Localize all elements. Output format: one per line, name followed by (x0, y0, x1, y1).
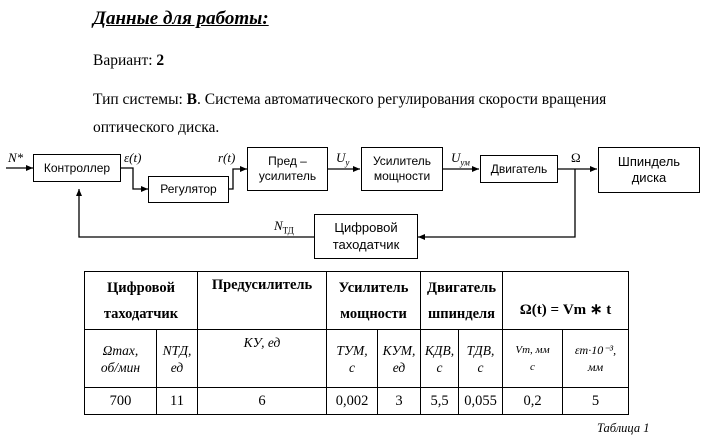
controller-block-label: Контроллер (43, 160, 111, 175)
regulator-block (148, 176, 229, 203)
variant-label: Вариант: (93, 52, 157, 69)
u-y-signal-label: $U_у$ (336, 150, 350, 168)
t-dv-value: 0,055 (459, 388, 503, 415)
system-type-description: . Система автоматического регулирования скорости вращения (197, 91, 607, 108)
t-dv-header: TДВ, с (459, 330, 503, 388)
t-um-value: 0,002 (327, 388, 378, 415)
preamp-group-header: Предусилитель (198, 272, 327, 330)
omega-max-header: Ωmax, об/мин (85, 330, 157, 388)
omega-max-value: 700 (85, 388, 157, 415)
n-td-value: 11 (157, 388, 198, 415)
tacho-group-header: Цифровой таходатчик (85, 272, 198, 330)
v-m-value: 0,2 (503, 388, 563, 415)
tacho-block-label-2: таходатчик (332, 236, 400, 252)
variant-value: 2 (156, 52, 165, 69)
power-amp-group-header: Усилитель мощности (327, 272, 421, 330)
power-amp-block (361, 147, 443, 191)
spindle-block-label-1: Шпиндель (617, 153, 681, 169)
k-dv-header: KДВ, с (421, 330, 459, 388)
system-type-line-2: оптического диска. (93, 119, 220, 136)
eps-m-value: 5 (563, 388, 629, 415)
system-type-label: Тип системы: (93, 91, 187, 108)
input-signal-label: N* (8, 150, 24, 165)
tacho-block (314, 214, 418, 259)
n-td-header: NТД, ед (157, 330, 198, 388)
motor-block-label: Двигатель (490, 161, 548, 176)
v-m-header: Vm, мм с (503, 330, 563, 388)
controller-to-regulator (121, 168, 148, 189)
eps-m-header: εm·10⁻³, мм (563, 330, 629, 388)
error-signal-label: ε(t) (124, 150, 142, 165)
controller-block (33, 154, 121, 182)
table-group-row (85, 272, 629, 330)
t-um-header: TУМ, с (327, 330, 378, 388)
preamp-block-label-2: усилитель (258, 169, 317, 183)
tacho-block-label-1: Цифровой (334, 220, 398, 236)
table-caption: Таблица 1 (597, 421, 650, 435)
omega-signal-label: Ω (571, 150, 581, 165)
preamp-block (247, 147, 328, 191)
formula-header: Ω(t) = Vm ∗ t (503, 272, 629, 330)
power-amp-block-label-2: мощности (373, 169, 431, 183)
regulator-block-label: Регулятор (160, 182, 217, 196)
k-um-value: 3 (378, 388, 421, 415)
preamp-block-label-1: Пред – (268, 154, 307, 168)
spindle-block (598, 147, 700, 193)
k-y-header: KУ, ед (198, 330, 327, 388)
spindle-block-label-2: диска (631, 170, 667, 185)
system-type-code: В (186, 91, 198, 108)
n-td-signal-label: $N_{ТД}$ (274, 218, 294, 236)
parameters-table (84, 271, 629, 415)
control-signal-label: r(t) (218, 150, 236, 165)
u-um-signal-label: $U_{ум}$ (451, 150, 470, 168)
k-um-header: KУМ, ед (378, 330, 421, 388)
k-dv-value: 5,5 (421, 388, 459, 415)
table-row (85, 388, 629, 415)
motor-block (480, 155, 558, 183)
motor-group-header: Двигатель шпинделя (421, 272, 503, 330)
power-amp-block-label-1: Усилитель (372, 154, 432, 168)
k-y-value: 6 (198, 388, 327, 415)
table-param-row (85, 330, 629, 388)
regulator-to-preamp (229, 169, 247, 189)
page-heading: Данные для работы: (93, 8, 269, 29)
